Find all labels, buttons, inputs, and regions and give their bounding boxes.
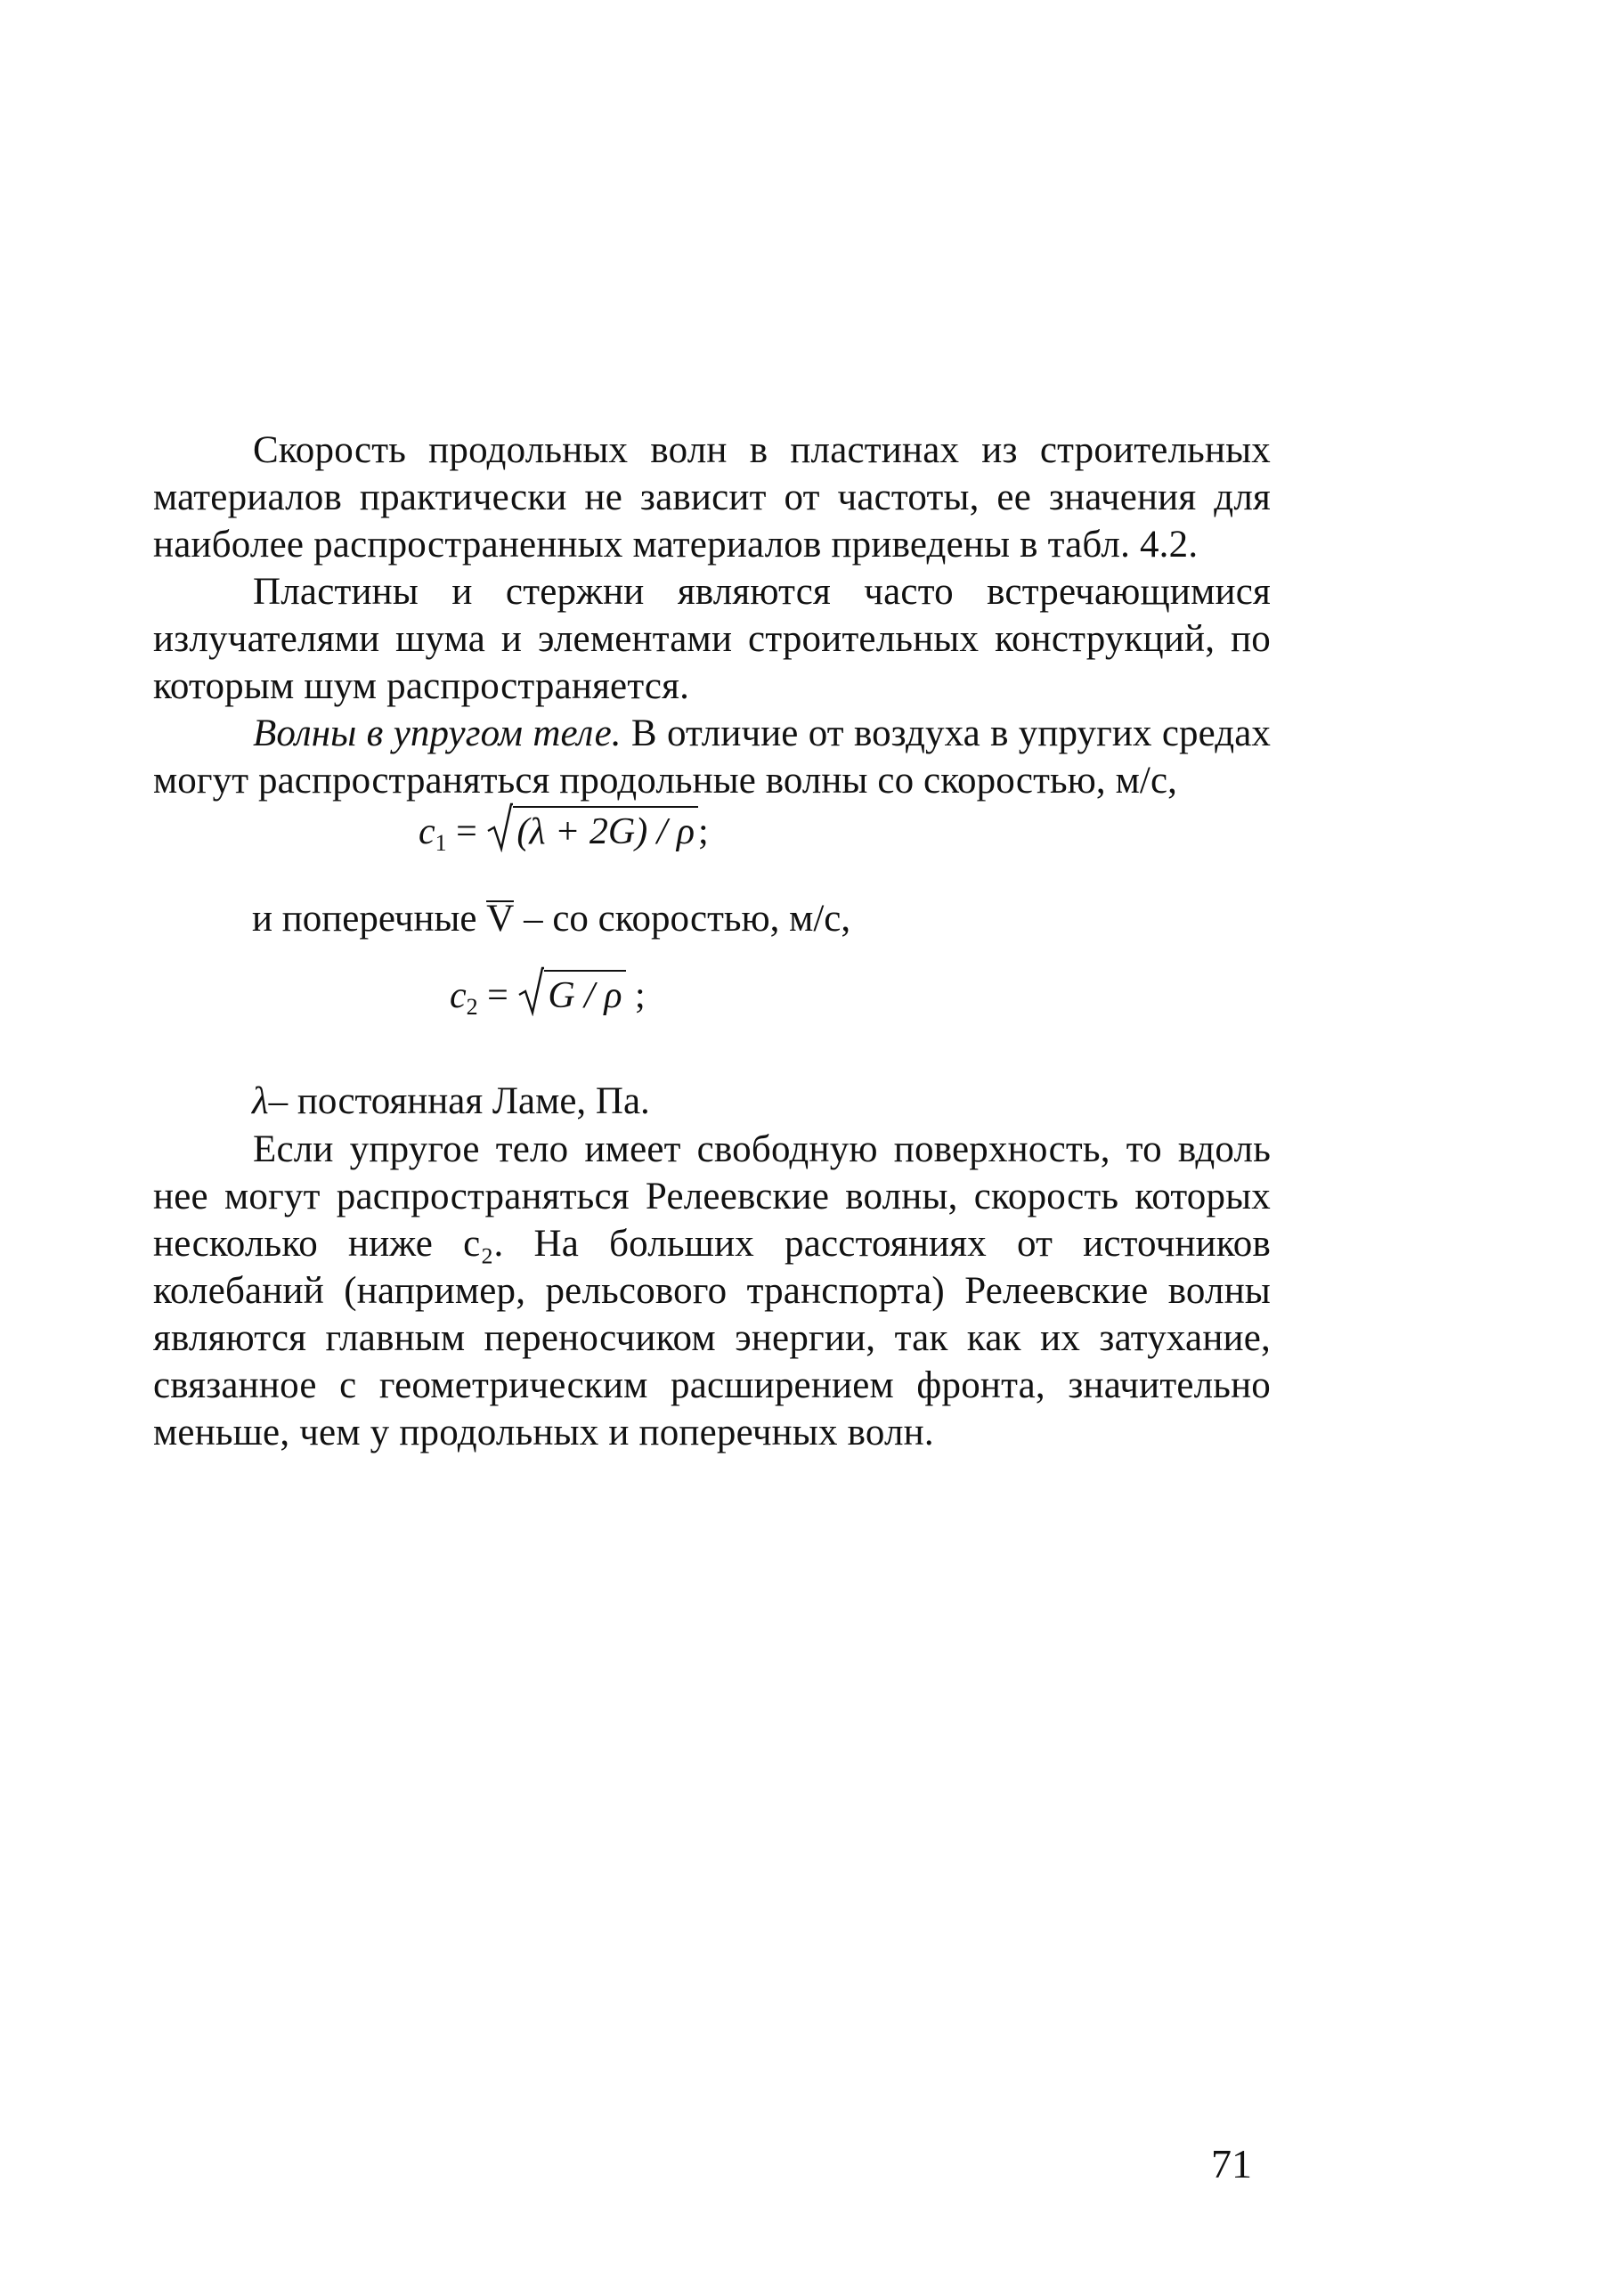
radicand: (λ + 2G) / ρ xyxy=(513,806,698,854)
paragraph-text: Скорость продольных волн в пластинах из строительных материалов практически не зависит от частоты, ее значения для наиболее распространенных материалов приведены в табл. 4.2. xyxy=(153,429,1271,566)
paragraph-text-suffix: – со скоростью, м/с, xyxy=(514,898,851,940)
formula-end: ; xyxy=(698,811,709,852)
paragraph-text: Если упругое тело имеет свободную поверхность, то вдоль нее могут распространяться Релеевские волны, скорость которых несколько ниже c₂. На больших расстояниях от источников колебаний (например, рельсового транспорта) Релеевские волны являются главным переносчиком энергии, так как их затухание, связанное с геометрическим расширением фронта, значительно меньше, чем у продольных и поперечных волн. xyxy=(153,1128,1271,1453)
formula-equals: = xyxy=(477,975,518,1016)
formula-lhs: c xyxy=(450,975,467,1016)
paragraph-waves-in-elastic-body xyxy=(153,710,1271,804)
paragraph-text xyxy=(153,710,1271,804)
page-number: 71 xyxy=(1211,2141,1252,2186)
paragraph-transverse-waves xyxy=(252,895,850,942)
radicand: G / ρ xyxy=(544,970,625,1018)
paragraph-body: В отличие от воздуха в упругих средах могут распространяться продольные волны со скоростью, м/с, xyxy=(153,712,1271,802)
formula-equals: = xyxy=(446,811,487,852)
square-root xyxy=(517,970,625,1018)
formula-transverse-speed xyxy=(450,970,646,1030)
paragraph-text: – постоянная Ламе, Па. xyxy=(268,1080,650,1122)
paragraph-longitudinal-wave-speed xyxy=(153,427,1271,568)
square-root xyxy=(486,806,698,854)
lambda-symbol: λ xyxy=(252,1080,269,1122)
formula-subscript: 2 xyxy=(466,994,478,1020)
paragraph-text-prefix: и поперечные xyxy=(252,898,487,940)
radical-sign-icon xyxy=(517,966,544,1016)
paragraph-rayleigh-waves xyxy=(153,1126,1271,1456)
paragraph-text: Пластины и стержни являются часто встречающимися излучателями шума и элементами строительных конструкций, по которым шум распространяется. xyxy=(153,571,1271,707)
paragraph-lame-constant xyxy=(252,1078,650,1125)
section-run-in-heading: Волны в упругом теле. xyxy=(253,712,622,754)
formula-subscript: 1 xyxy=(435,830,447,856)
paragraph-plates-and-rods xyxy=(153,568,1271,710)
formula-longitudinal-speed xyxy=(419,806,709,866)
radical-sign-icon xyxy=(486,802,513,852)
overlined-symbol: V xyxy=(486,895,514,942)
formula-lhs: c xyxy=(419,811,435,852)
formula-end: ; xyxy=(625,975,646,1016)
